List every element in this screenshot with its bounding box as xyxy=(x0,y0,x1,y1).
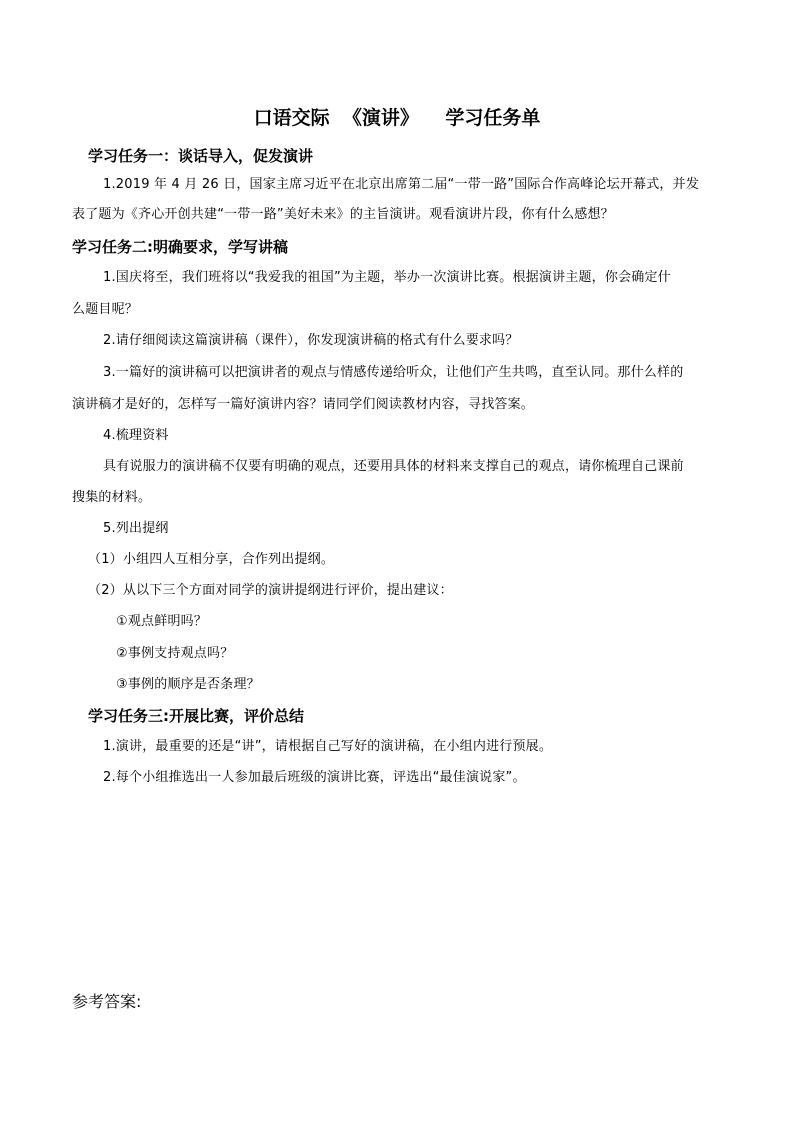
task1-paragraph-line2: 表了题为《齐心开创共建“一带一路”美好未来》的主旨演讲。观看演讲片段，你有什么感想？ xyxy=(72,207,614,222)
task3-heading: 学习任务三:开展比赛，评价总结 xyxy=(88,707,305,725)
reference-answer-label: 参考答案: xyxy=(72,992,142,1011)
task1-paragraph-line1: 1.2019 年 4 月 26 日，国家主席习近平在北京出席第二届“一带一路”国际合作高峰论坛开幕式，并发 xyxy=(103,177,700,192)
task2-question5-sub2: （2）从以下三个方面对同学的演讲提纲进行评价，提出建议： xyxy=(88,583,453,598)
task2-question5: 5.列出提纲 xyxy=(103,521,169,536)
criterion-item: ②事例支持观点吗？ xyxy=(116,646,234,661)
task2-question1-line1: 1.国庆将至，我们班将以“我爱我的祖国”为主题，举办一次演讲比赛。根据演讲主题，你会确定什 xyxy=(103,270,671,285)
task1-heading: 学习任务一：谈话导入，促发演讲 xyxy=(88,147,314,165)
task3-question2: 2.每个小组推选出一人参加最后班级的演讲比赛，评选出“最佳演说家”。 xyxy=(103,770,526,785)
task2-question1-line2: 么题目呢？ xyxy=(72,302,139,317)
task2-question5-sub1: （1）小组四人互相分享，合作列出提纲。 xyxy=(88,552,335,567)
task2-question4-body-line1: 具有说服力的演讲稿不仅要有明确的观点，还要用具体的材料来支撑自己的观点，请你梳理自己课前 xyxy=(103,459,684,474)
criterion-item: ③事例的顺序是否条理？ xyxy=(116,677,260,692)
task2-question4-body-line2: 搜集的材料。 xyxy=(72,490,152,505)
task2-question3-line2: 演讲稿才是好的，怎样写一篇好演讲内容？请同学们阅读教材内容，寻找答案。 xyxy=(72,397,535,412)
task2-heading: 学习任务二:明确要求，学写讲稿 xyxy=(72,238,289,256)
task2-question4: 4.梳理资料 xyxy=(103,428,169,443)
task3-question1: 1.演讲，最重要的还是“讲”，请根据自己写好的演讲稿，在小组内进行预展。 xyxy=(103,739,553,754)
page-title: 口语交际 《演讲》 学习任务单 xyxy=(253,107,541,129)
task2-question2: 2.请仔细阅读这篇演讲稿（课件），你发现演讲稿的格式有什么要求吗？ xyxy=(103,333,519,348)
criterion-item: ①观点鲜明吗？ xyxy=(116,614,208,629)
task2-question3-line1: 3.一篇好的演讲稿可以把演讲者的观点与情感传递给听众，让他们产生共鸣，直至认同。那什么样的 xyxy=(103,365,684,380)
